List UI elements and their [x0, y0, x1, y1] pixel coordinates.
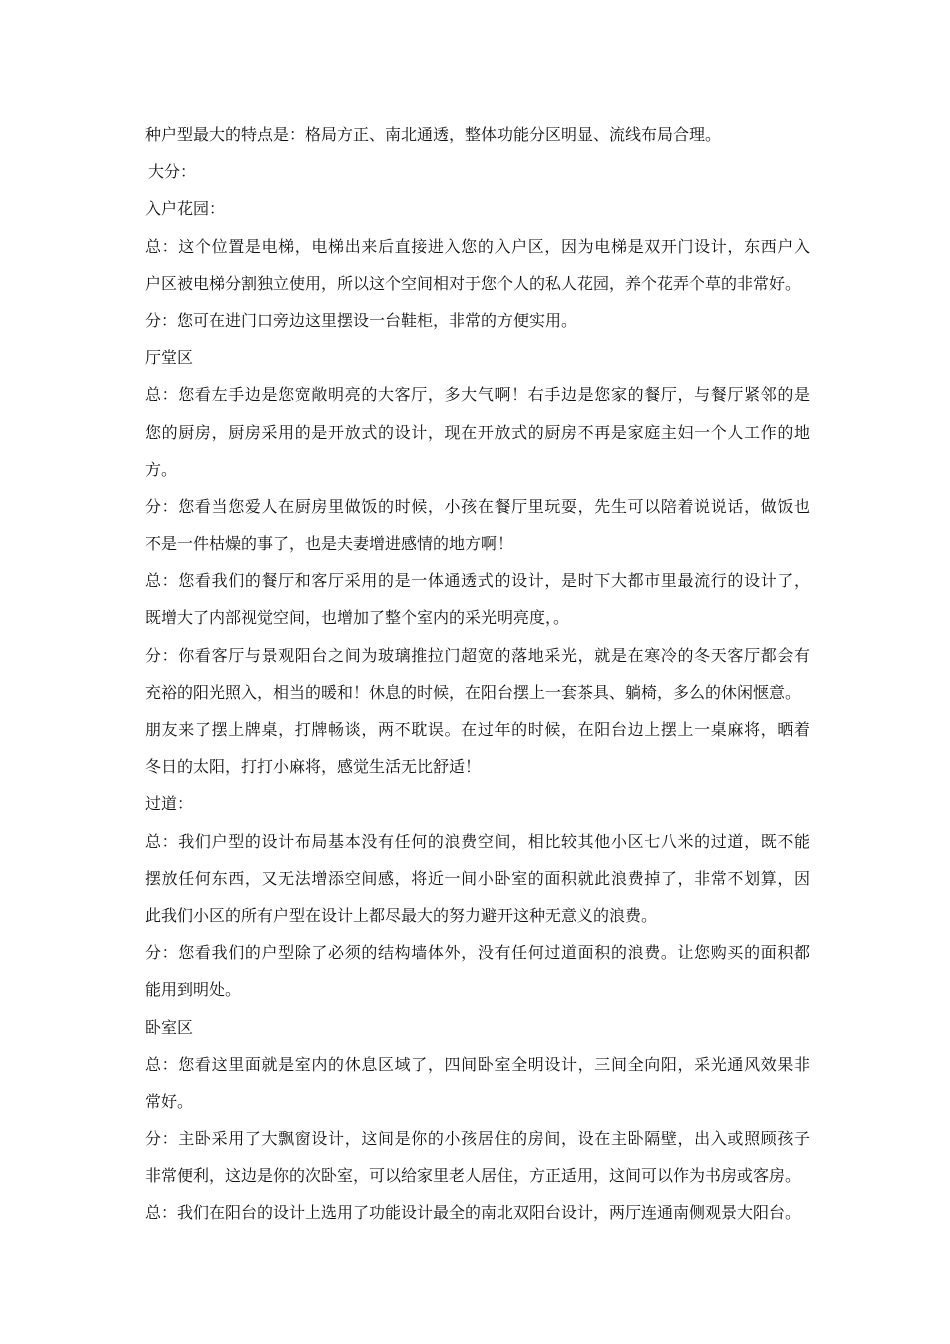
- section-heading-outline: 大分：: [148, 162, 197, 182]
- text-line: 总：您看左手边是您宽敞明亮的大客厅，多大气啊！右手边是您家的餐厅，与餐厅紧邻的是: [145, 385, 810, 405]
- text-line: 分：你看客厅与景观阳台之间为玻璃推拉门超宽的落地采光，就是在寒冷的冬天客厅都会有: [145, 645, 810, 665]
- text-line: 充裕的阳光照入，相当的暖和！休息的时候，在阳台摆上一套茶具、躺椅，多么的休闲惬意。: [145, 682, 802, 702]
- text-line: 总：您看我们的餐厅和客厅采用的是一体通透式的设计，是时下大都市里最流行的设计了，: [145, 571, 810, 591]
- text-line: 摆放任何东西，又无法增添空间感，将近一间小卧室的面积就此浪费掉了，非常不划算，因: [145, 868, 810, 888]
- text-line: 总：您看这里面就是室内的休息区域了，四间卧室全明设计，三间全向阳，采光通风效果非: [145, 1054, 810, 1074]
- text-line: 朋友来了摆上牌桌，打牌畅谈，两不耽误。在过年的时候，在阳台边上摆上一桌麻将，晒着: [145, 720, 810, 739]
- text-line: 分：您可在进门口旁边这里摆设一台鞋柜，非常的方便实用。: [145, 310, 578, 330]
- text-line: 此我们小区的所有户型在设计上都尽最大的努力避开这种无意义的浪费。: [145, 905, 658, 925]
- text-line: 既增大了内部视觉空间，也增加了整个室内的采光明亮度，。: [145, 608, 570, 628]
- text-line: 能用到明处。: [145, 980, 242, 1000]
- text-line: 总：我们户型的设计布局基本没有任何的浪费空间，相比较其他小区七八米的过道，既不能: [145, 831, 810, 851]
- text-line: 分：您看当您爱人在厨房里做饭的时候，小孩在餐厅里玩耍，先生可以陪着说说话，做饭也: [145, 496, 810, 516]
- text-line: 不是一件枯燥的事了，也是夫妻增进感情的地方啊！: [145, 534, 514, 554]
- text-line: 分：您看我们的户型除了必须的结构墙体外，没有任何过道面积的浪费。让您购买的面积都: [145, 943, 810, 963]
- section-heading-bedroom: 卧室区: [145, 1017, 194, 1037]
- section-heading-corridor: 过道：: [145, 794, 194, 814]
- text-line: 常好。: [145, 1091, 194, 1111]
- section-heading-hall: 厅堂区: [145, 348, 194, 368]
- text-line: 方。: [145, 459, 178, 479]
- text-line: 您的厨房，厨房采用的是开放式的设计，现在开放式的厨房不再是家庭主妇一个人工作的地: [145, 422, 810, 442]
- text-line: 种户型最大的特点是：格局方正、南北通透，整体功能分区明显、流线布局合理。: [145, 125, 722, 144]
- text-line: 户区被电梯分割独立使用，所以这个空间相对于您个人的私人花园，养个花弄个草的非常好。: [145, 273, 802, 293]
- text-line: 冬日的太阳，打打小麻将，感觉生活无比舒适！: [145, 757, 482, 777]
- text-line: 总：我们在阳台的设计上选用了功能设计最全的南北双阳台设计，两厅连通南侧观景大阳台。: [145, 1203, 802, 1223]
- text-line: 非常便利，这边是你的次卧室，可以给家里老人居住，方正适用，这间可以作为书房或客房。: [145, 1166, 802, 1186]
- document-body: [145, 116, 810, 1232]
- text-line: 分：主卧采用了大飘窗设计，这间是你的小孩居住的房间，设在主卧隔壁，出入或照顾孩子: [145, 1129, 810, 1149]
- section-heading-entry-garden: 入户花园：: [145, 199, 226, 219]
- text-line: 总：这个位置是电梯，电梯出来后直接进入您的入户区，因为电梯是双开门设计，东西户入: [145, 236, 810, 256]
